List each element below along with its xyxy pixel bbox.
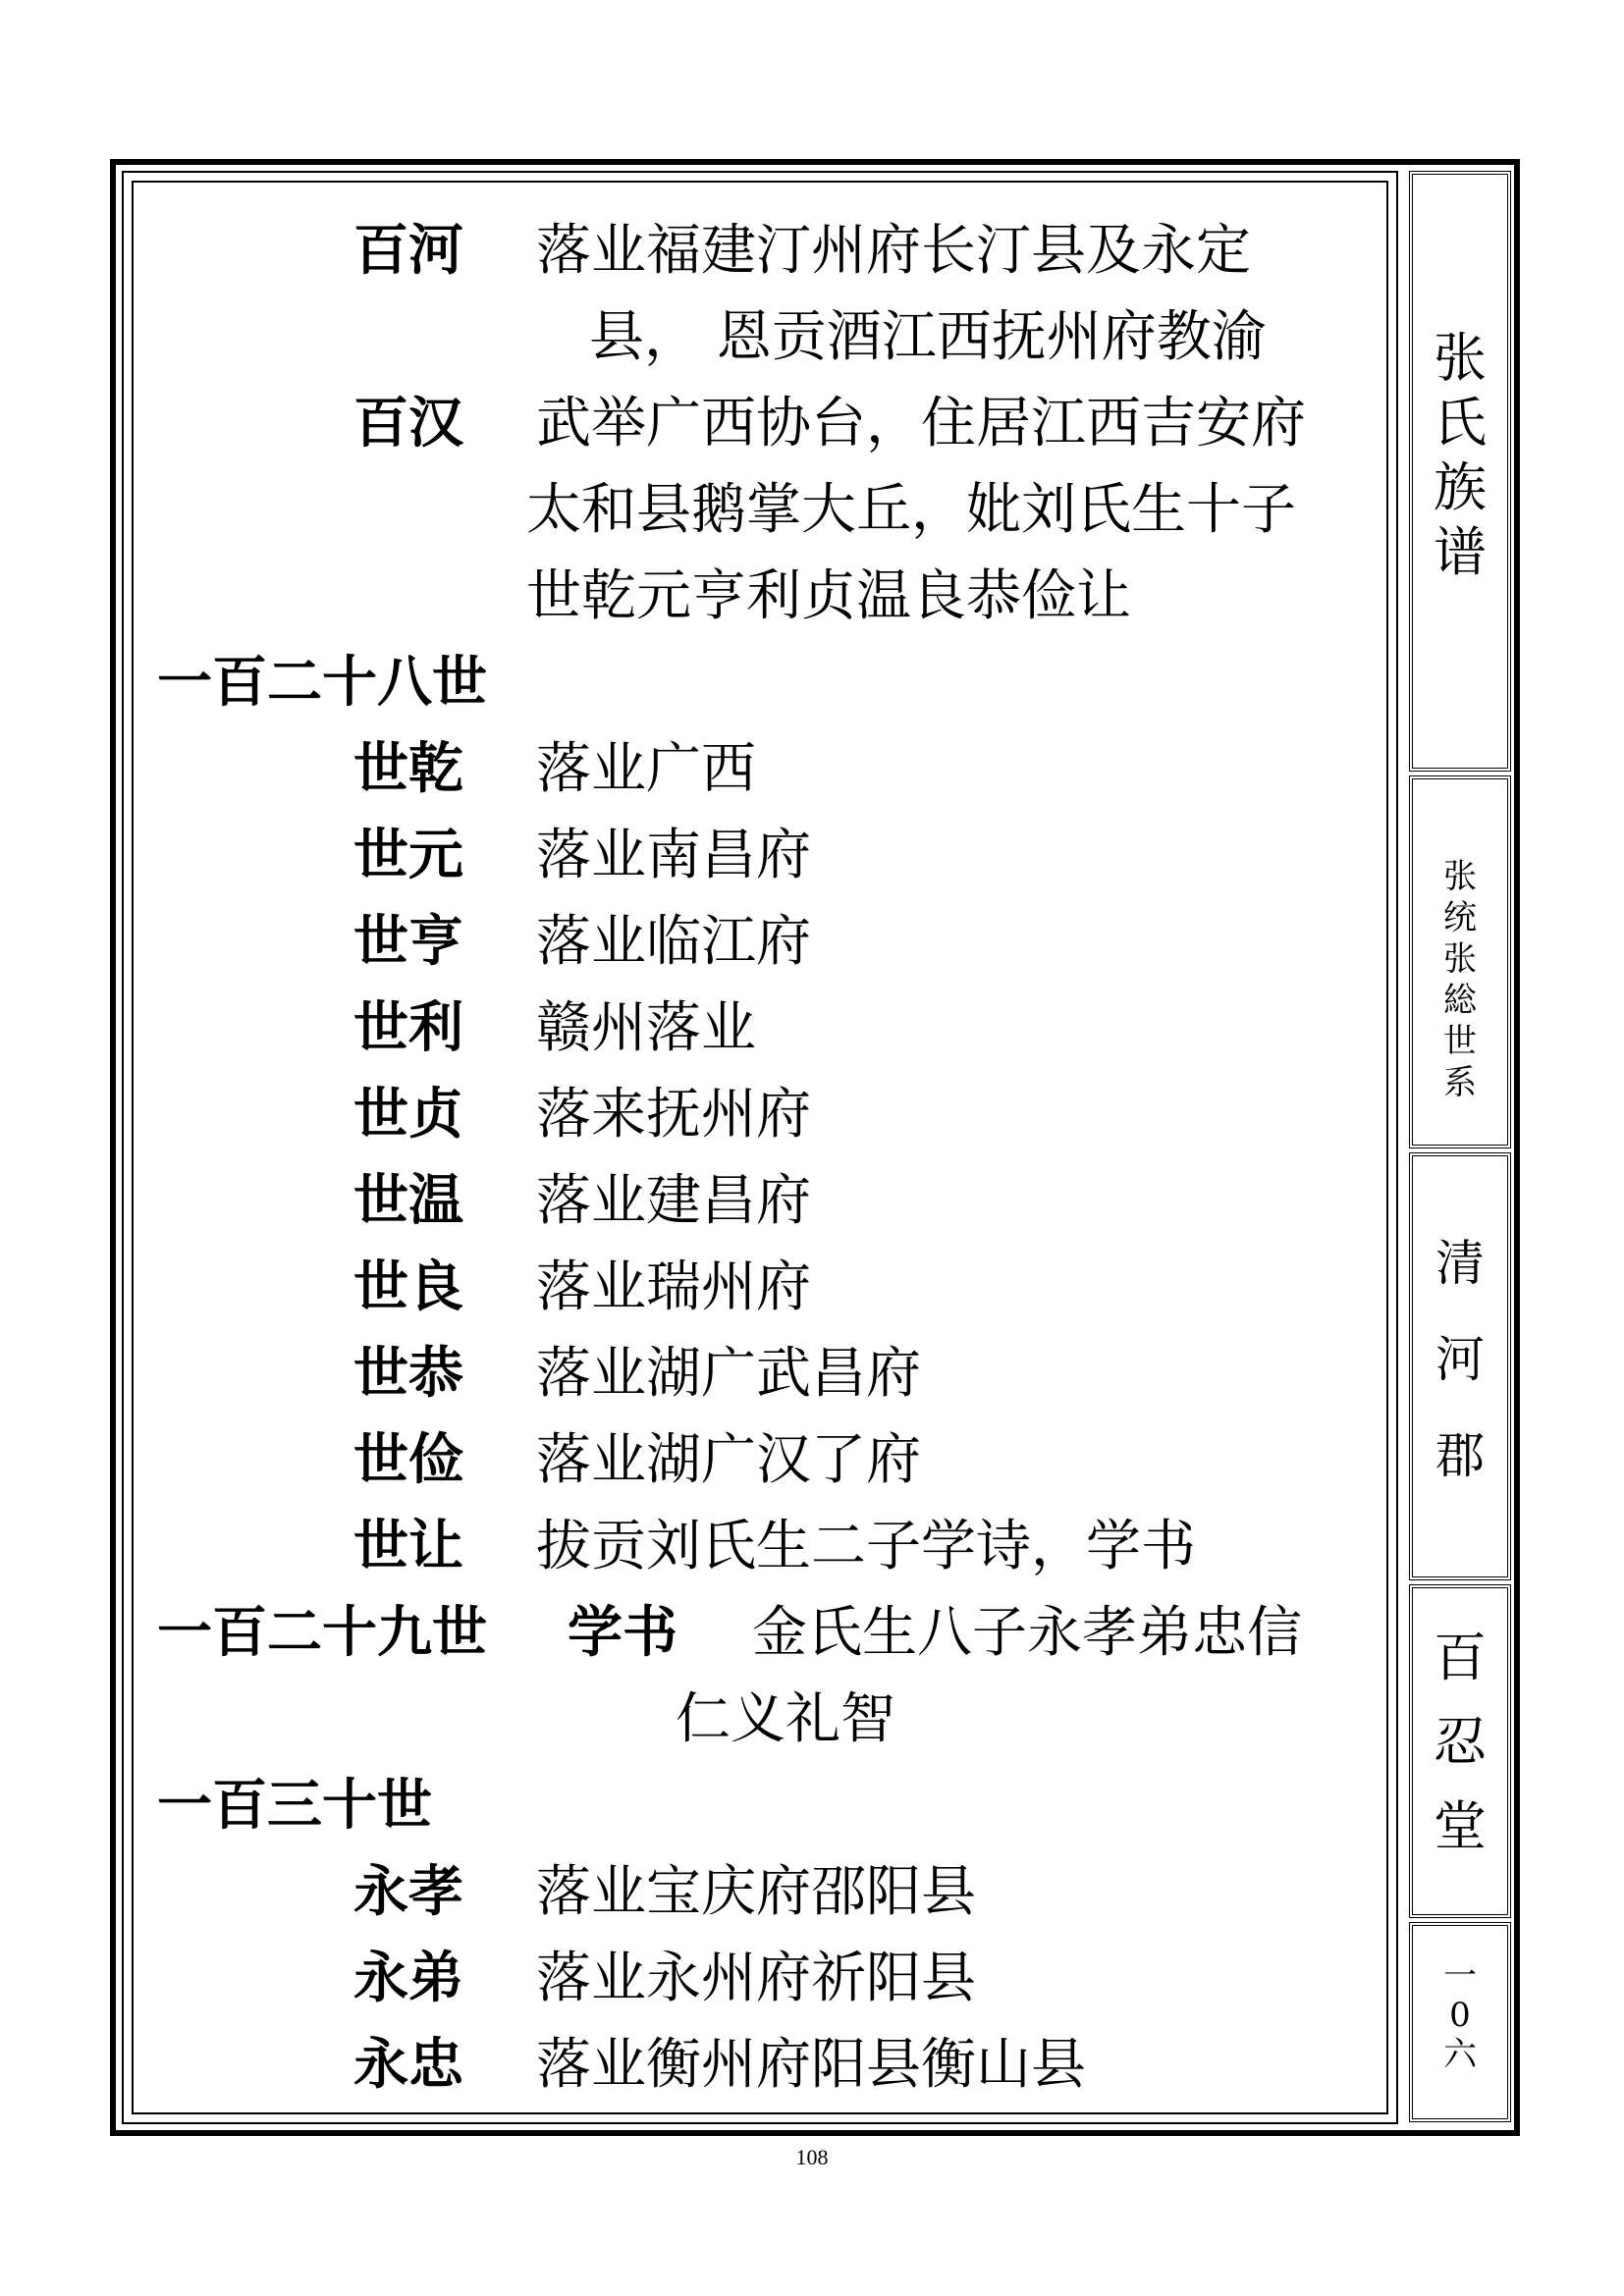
chinese-page-char: 六 xyxy=(1443,2035,1477,2074)
person-name: 世温 xyxy=(353,1169,463,1233)
chinese-page-char: 0 xyxy=(1449,1996,1471,2035)
person-record: 落业湖广汉了府 xyxy=(536,1428,921,1492)
person-record: 落业永州府祈阳县 xyxy=(536,1947,976,2010)
person-name: 百汉 xyxy=(353,392,463,455)
person-record: 落业瑞州府 xyxy=(536,1255,811,1319)
person-record: 落业宝庆府邵阳县 xyxy=(536,1860,976,1924)
commandery-char: 河 xyxy=(1435,1331,1485,1388)
person-record: 落业南昌府 xyxy=(536,824,811,887)
person-record: 金氏生八子永孝弟忠信 xyxy=(752,1601,1302,1665)
record-continuation: 县， 恩贡酒江西抚州府教渝 xyxy=(589,305,1267,369)
record-continuation: 太和县鹅掌大丘，妣刘氏生十子 xyxy=(526,478,1296,542)
person-name: 永弟 xyxy=(353,1947,463,2010)
book-title xyxy=(1409,327,1511,583)
lineage-title xyxy=(1409,857,1511,1102)
person-name: 世恭 xyxy=(353,1342,463,1406)
person-record: 落业湖广武昌府 xyxy=(536,1342,921,1406)
commandery-char: 郡 xyxy=(1435,1427,1485,1484)
lineage-char: 系 xyxy=(1443,1063,1477,1102)
hall-name xyxy=(1409,1627,1511,1857)
person-record: 落业临江府 xyxy=(536,910,811,974)
lineage-char: 総 xyxy=(1443,981,1477,1020)
person-name: 世亨 xyxy=(353,910,463,974)
lineage-char: 统 xyxy=(1443,898,1477,937)
person-name: 世良 xyxy=(353,1255,463,1319)
book-title-char: 族 xyxy=(1434,456,1487,518)
person-name: 百河 xyxy=(353,219,463,283)
hall-char: 百 xyxy=(1434,1627,1487,1688)
commandery-char: 清 xyxy=(1435,1235,1485,1292)
hall-char: 忍 xyxy=(1434,1711,1487,1773)
generation-heading: 一百二十九世 xyxy=(157,1601,487,1665)
person-record: 落来抚州府 xyxy=(536,1083,811,1147)
person-record: 赣州落业 xyxy=(536,996,756,1060)
chinese-page-char: 一 xyxy=(1443,1956,1477,1996)
person-name: 世贞 xyxy=(353,1083,463,1147)
lineage-char: 张 xyxy=(1443,939,1477,979)
generation-heading: 一百二十八世 xyxy=(157,651,487,715)
page-number: 108 xyxy=(795,2145,829,2169)
lineage-char: 世 xyxy=(1443,1022,1477,1061)
person-record: 落业福建汀州府长汀县及永定 xyxy=(536,219,1251,283)
book-title-char: 氏 xyxy=(1434,392,1487,454)
book-title-char: 谱 xyxy=(1434,521,1487,583)
lineage-char: 张 xyxy=(1443,857,1477,896)
record-continuation: 世乾元亨利贞温良恭俭让 xyxy=(526,564,1131,628)
person-record: 落业广西 xyxy=(536,737,756,801)
person-name: 世元 xyxy=(353,824,463,887)
person-name: 世乾 xyxy=(353,737,463,801)
person-record: 落业建昌府 xyxy=(536,1169,811,1233)
person-name: 永忠 xyxy=(353,2033,463,2097)
chinese-page-number xyxy=(1409,1956,1511,2074)
person-record: 拔贡刘氏生二子学诗，学书 xyxy=(536,1515,1196,1578)
person-record: 落业衡州府阳县衡山县 xyxy=(536,2033,1086,2097)
generation-heading: 一百三十世 xyxy=(157,1774,432,1838)
book-title-char: 张 xyxy=(1434,327,1487,389)
person-name: 世让 xyxy=(353,1515,463,1578)
person-name: 世俭 xyxy=(353,1428,463,1492)
person-name: 永孝 xyxy=(353,1860,463,1924)
person-record: 武举广西协台，住居江西吉安府 xyxy=(536,392,1306,455)
commandery-name xyxy=(1409,1235,1511,1484)
person-name: 世利 xyxy=(353,996,463,1060)
hall-char: 堂 xyxy=(1434,1795,1487,1857)
person-name: 学书 xyxy=(568,1601,677,1665)
record-continuation: 仁义礼智 xyxy=(676,1687,895,1751)
